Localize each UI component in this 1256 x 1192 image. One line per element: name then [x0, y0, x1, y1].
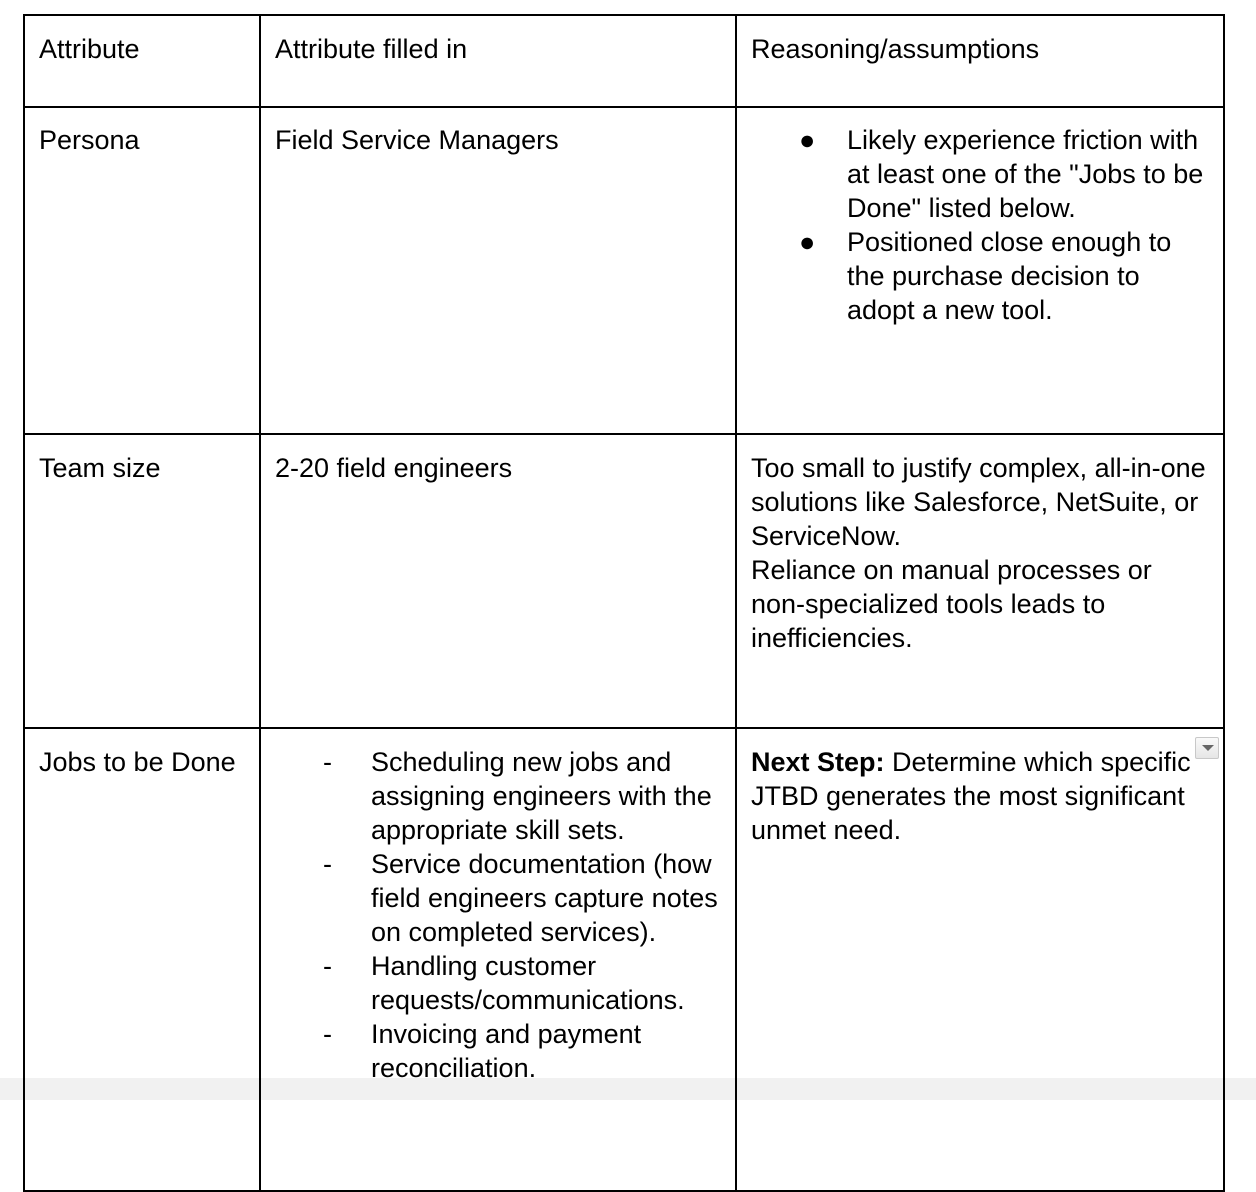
next-step-text: Determine which specific JTBD generates the most significant unmet need.	[751, 747, 1191, 845]
persona-reasoning-cell	[736, 107, 1224, 434]
team-size-attribute: Team size	[24, 434, 260, 728]
table-row-persona	[24, 107, 1224, 434]
next-step-label: Next Step:	[751, 747, 885, 777]
job-text: Handling customer requests/communications.	[371, 951, 685, 1015]
persona-filled-in: Field Service Managers	[260, 107, 736, 434]
table-row-jobs-to-be-done	[24, 728, 1224, 1191]
jobs-list	[275, 745, 721, 1085]
dash-mark: -	[323, 747, 332, 777]
bullet-mark: ●	[799, 227, 816, 257]
table-row-team-size	[24, 434, 1224, 728]
bullet-text: Likely experience friction with at least one of the "Jobs to be Done" listed below.	[847, 125, 1204, 223]
team-size-filled-in: 2-20 field engineers	[260, 434, 736, 728]
list-item	[323, 1017, 721, 1085]
job-text: Scheduling new jobs and assigning engineers with the appropriate skill sets.	[371, 747, 712, 845]
bullet-text: Positioned close enough to the purchase decision to adopt a new tool.	[847, 227, 1172, 325]
bullet-mark: ●	[799, 125, 816, 155]
dash-mark: -	[323, 849, 332, 879]
header-attribute: Attribute	[24, 15, 260, 107]
list-item	[323, 949, 721, 1017]
list-item	[799, 225, 1209, 327]
attributes-table	[23, 14, 1225, 1192]
jobs-filled-in-cell	[260, 728, 736, 1191]
dash-mark: -	[323, 951, 332, 981]
job-text: Service documentation (how field engineers capture notes on completed services).	[371, 849, 718, 947]
list-item	[323, 847, 721, 949]
dash-mark: -	[323, 1019, 332, 1049]
job-text: Invoicing and payment reconciliation.	[371, 1019, 642, 1083]
persona-reasoning-list	[751, 123, 1209, 327]
jobs-reasoning-cell	[736, 728, 1224, 1191]
persona-attribute: Persona	[24, 107, 260, 434]
cell-dropdown-chevron-down-icon[interactable]	[1195, 737, 1219, 759]
header-attribute-filled-in: Attribute filled in	[260, 15, 736, 107]
jobs-attribute: Jobs to be Done	[24, 728, 260, 1191]
list-item	[799, 123, 1209, 225]
header-reasoning: Reasoning/assumptions	[736, 15, 1224, 107]
team-size-reasoning-paragraph: Reliance on manual processes or non-specialized tools leads to inefficiencies.	[751, 555, 1152, 653]
table-header-row	[24, 15, 1224, 107]
team-size-reasoning-paragraph: Too small to justify complex, all-in-one solutions like Salesforce, NetSuite, or ServiceNow.	[751, 453, 1206, 551]
team-size-reasoning-cell	[736, 434, 1224, 728]
list-item	[323, 745, 721, 847]
